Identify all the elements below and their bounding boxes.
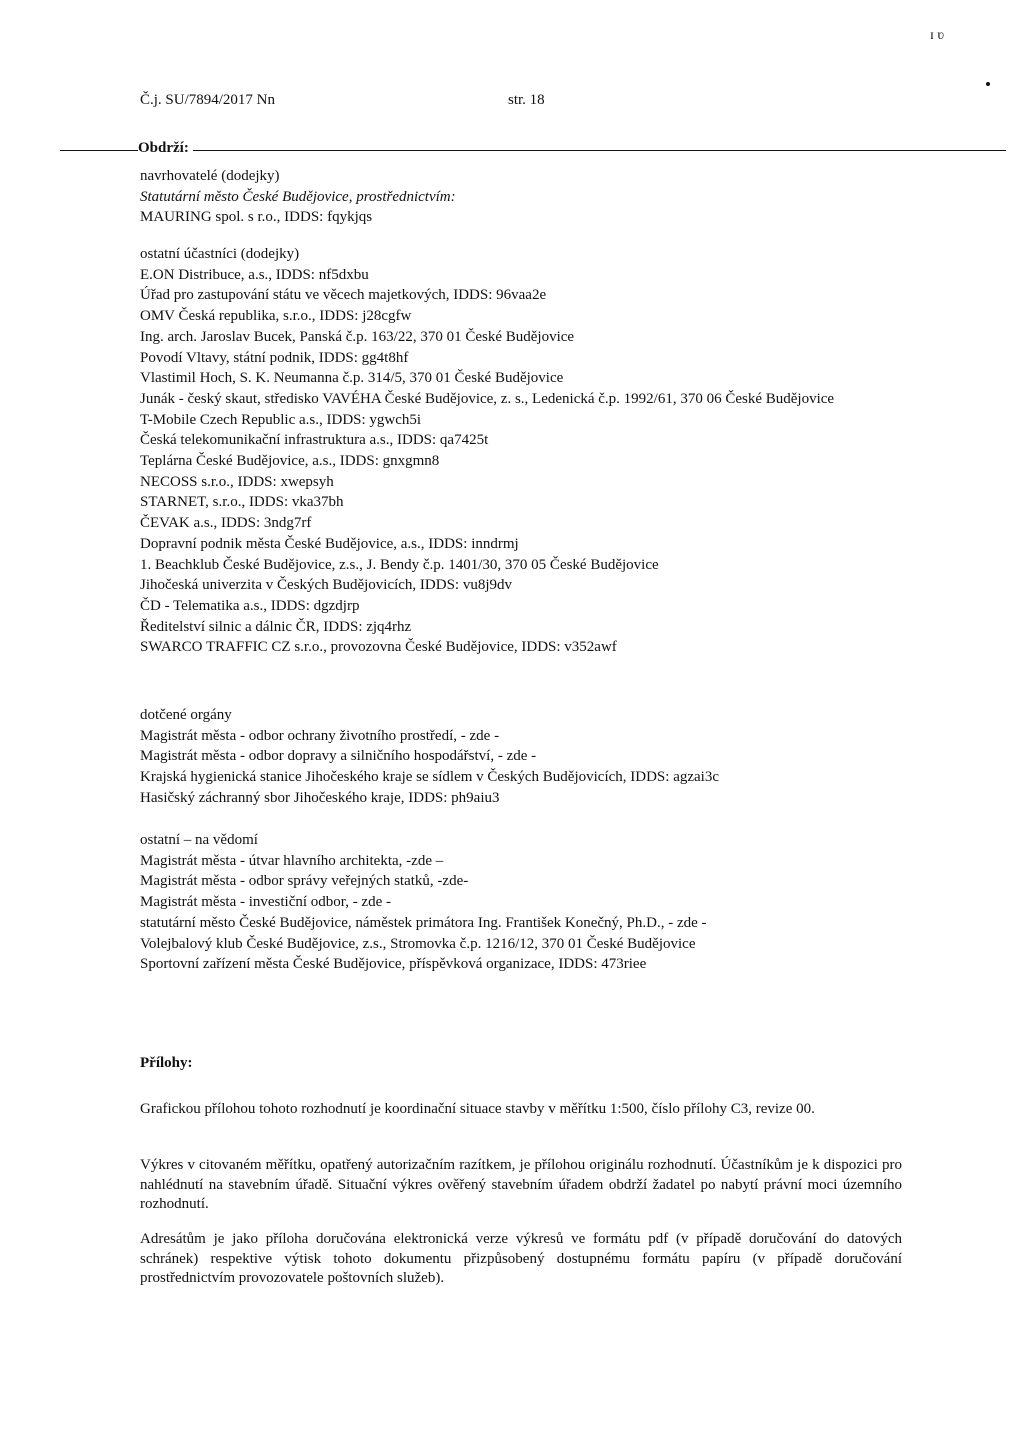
authorities-section [140,705,920,809]
attachments-paragraph: Adresátům je jako příloha doručována elektronická verze výkresů ve formátu pdf (v případě doručování do datových schránek) respektive výtisk tohoto dokumentu přizpůsobený dostupnému formátu papíru (v případě doručování prostřednictvím provozovatele poštovních služeb). [140,1231,902,1286]
applicant-line: Statutární město České Budějovice, prostřednictvím: [140,188,456,205]
authority-line: Magistrát města - odbor dopravy a silničního hospodářství, - zde - [140,748,537,765]
other-line: Sportovní zařízení města České Budějovice, příspěvková organizace, IDDS: 473riee [140,956,647,973]
others-section [140,830,920,975]
participant-line: Vlastimil Hoch, S. K. Neumanna č.p. 314/5, 370 01 České Budějovice [140,370,564,387]
authority-line: Krajská hygienická stanice Jihočeského kraje se sídlem v Českých Budějovicích, IDDS: agzai3c [140,769,719,786]
others-label: ostatní – na vědomí [140,832,258,848]
participant-line: ČD - Telematika a.s., IDDS: dgzdjrp [140,597,360,614]
participant-line: Česká telekomunikační infrastruktura a.s., IDDS: qa7425t [140,432,489,449]
section-divider [60,150,1006,151]
applicants-label: navrhovatelé (dodejky) [140,168,280,184]
authorities-label: dotčené orgány [140,707,232,723]
participant-line: Ing. arch. Jaroslav Bucek, Panská č.p. 163/22, 370 01 České Budějovice [140,328,575,345]
participants-section [140,244,920,658]
page-number: str. 18 [508,92,545,108]
participant-line: ČEVAK a.s., IDDS: 3ndg7rf [140,515,312,532]
participant-line: Junák - český skaut, středisko VAVÉHA České Budějovice, z. s., Ledenická č.p. 1992/61, 370 06 České Budějovice [140,390,835,407]
attachments-paragraph: Výkres v citovaném měřítku, opatřený autorizačním razítkem, je přílohou originálu rozhodnutí. Účastníkům je k dispozici pro nahlédnutí na stavebním úřadě. Situační výkres ověřený stavebním úřadem obdrží žadatel po nabytí právní moci územního rozhodnutí. [140,1157,902,1212]
participant-line: OMV Česká republika, s.r.o., IDDS: j28cgfw [140,308,412,325]
applicants-section [140,166,920,228]
participant-line: Povodí Vltavy, státní podnik, IDDS: gg4t8hf [140,349,409,366]
participant-line: Úřad pro zastupování státu ve věcech majetkových, IDDS: 96vaa2e [140,287,547,304]
authority-line: Hasičský záchranný sbor Jihočeského kraje, IDDS: ph9aiu3 [140,789,500,806]
reference-number: Č.j. SU/7894/2017 Nn [140,92,276,108]
other-line: statutární město České Budějovice, náměstek primátora Ing. František Konečný, Ph.D., - zde - [140,914,707,931]
corner-marks: ɪ ʋ [930,28,944,43]
participant-line: Ředitelství silnic a dálnic ČR, IDDS: zjq4rhz [140,618,412,635]
participant-line: Teplárna České Budějovice, a.s., IDDS: gnxgmn8 [140,453,440,470]
other-line: Magistrát města - odbor správy veřejných statků, -zde- [140,873,469,890]
corner-dot [986,82,990,86]
participant-line: Dopravní podnik města České Budějovice, a.s., IDDS: inndrmj [140,535,519,552]
authority-line: Magistrát města - odbor ochrany životního prostředí, - zde - [140,727,500,744]
participant-line: STARNET, s.r.o., IDDS: vka37bh [140,494,344,511]
recipients-title: Obdrží: [138,140,193,157]
participant-line: NECOSS s.r.o., IDDS: xwepsyh [140,473,334,490]
other-line: Magistrát města - investiční odbor, - zde - [140,894,391,911]
other-line: Magistrát města - útvar hlavního architekta, -zde – [140,852,444,869]
participant-line: E.ON Distribuce, a.s., IDDS: nf5dxbu [140,266,369,283]
applicant-line: MAURING spol. s r.o., IDDS: fqykjqs [140,209,373,226]
participant-line: Jihočeská univerzita v Českých Budějovicích, IDDS: vu8j9dv [140,577,513,594]
participants-label: ostatní účastníci (dodejky) [140,246,300,262]
participant-line: T-Mobile Czech Republic a.s., IDDS: ygwch5i [140,411,422,428]
participant-line: SWARCO TRAFFIC CZ s.r.o., provozovna České Budějovice, IDDS: v352awf [140,639,617,656]
participant-line: 1. Beachklub České Budějovice, z.s., J. Bendy č.p. 1401/30, 370 05 České Budějovice [140,556,659,573]
other-line: Volejbalový klub České Budějovice, z.s., Stromovka č.p. 1216/12, 370 01 České Budějovice [140,935,696,952]
attachments-title: Přílohy: [140,1055,193,1071]
attachments-paragraph: Grafickou přílohou tohoto rozhodnutí je koordinační situace stavby v měřítku 1:500, číslo přílohy C3, revize 00. [140,1101,815,1117]
